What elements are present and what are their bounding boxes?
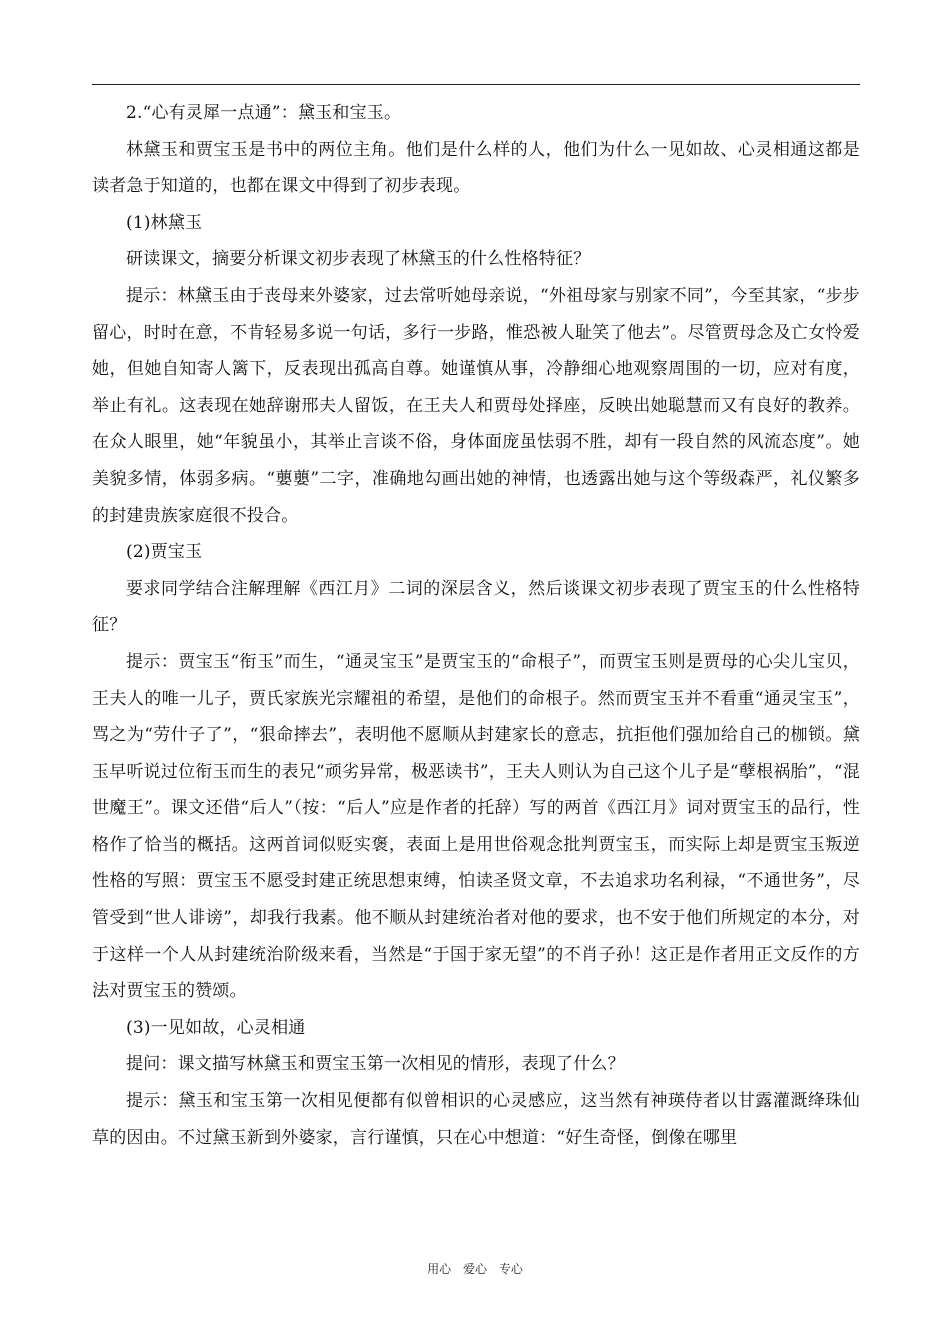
subheading-first-meeting: (3)一见如故，心灵相通 (126, 1017, 306, 1038)
document-body (92, 95, 860, 1156)
hint-jia-baoyu: 提示：贾宝玉“衔玉”而生，“通灵宝玉”是贾宝玉的“命根子”，而贾宝玉则是贾母的心尖儿宝贝，王夫人的唯一儿子，贾氏家族光宗耀祖的希望，是他们的命根子。然而贾宝玉并不看重“通灵宝玉”，骂之为“劳什子了”，“狠命摔去”，表明他不愿顺从封建家长的意志，抗拒他们强加给自己的枷锁。黛玉早听说过位衔玉而生的表兄“顽劣异常，极恶读书”，王夫人则认为自己这个儿子是“孽根祸胎”，“混世魔王”。课文还借“后人”（按：“后人”应是作者的托辞）写的两首《西江月》词对贾宝玉的品行，性格作了恰当的概括。这两首词似贬实褒，表面上是用世俗观念批判贾宝玉，而实际上却是贾宝玉叛逆性格的写照：贾宝玉不愿受封建正统思想束缚，怕读圣贤文章，不去追求功名利禄，“不通世务”，尽管受到“世人诽谤”，却我行我素。他不顺从封建统治者对他的要求，也不安于他们所规定的本分，对于这样一个人从封建统治阶级来看，当然是“于国于家无望”的不肖子孙！这正是作者用正文反作的方法对贾宝玉的赞颂。 (92, 651, 860, 1002)
footer-item: 用心 (427, 1262, 452, 1276)
hint-first-meeting: 提示：黛玉和宝玉第一次相见便都有似曾相识的心灵感应，这当然有神瑛侍者以甘露灌溉绛珠仙草的因由。不过黛玉新到外婆家，言行谨慎，只在心中想道：“好生奇怪，倒像在哪里 (92, 1091, 860, 1148)
question-jia-baoyu: 要求同学结合注解理解《西江月》二词的深层含义，然后谈课文初步表现了贾宝玉的什么性格特征？ (92, 578, 860, 636)
question-lin-daiyu: 研读课文，摘要分析课文初步表现了林黛玉的什么性格特征？ (126, 249, 591, 270)
footer-item: 爱心 (462, 1262, 487, 1276)
page-footer (0, 1260, 950, 1277)
subheading-lin-daiyu: (1)林黛玉 (126, 212, 203, 233)
hint-lin-daiyu: 提示：林黛玉由于丧母来外婆家，过去常听她母亲说，“外祖母家与别家不同”，今至其家，“步步留心，时时在意，不肯轻易多说一句话，多行一步路，惟恐被人耻笑了他去”。尽管贾母念及亡女怜爱她，但她自知寄人篱下，反表现出孤高自尊。她谨慎从事，冷静细心地观察周围的一切，应对有度，举止有礼。这表现在她辞谢邢夫人留饭，在王夫人和贾母处择座，反映出她聪慧而又有良好的教养。在众人眼里，她“年貌虽小，其举止言谈不俗，身体面庞虽怯弱不胜，却有一段自然的风流态度”。她美貌多情，体弱多病。“蘡蘡”二字，准确地勾画出她的神情，也透露出她与这个等级森严，礼仪繁多的封建贵族家庭很不投合。 (92, 285, 860, 526)
header-rule (92, 84, 860, 85)
section-heading-2: 2.“心有灵犀一点通”：黛玉和宝玉。 (126, 103, 402, 123)
intro-paragraph: 林黛玉和贾宝玉是书中的两位主角。他们是什么样的人，他们为什么一见如故、心灵相通这都是读者急于知道的，也都在课文中得到了初步表现。 (92, 139, 860, 197)
subheading-jia-baoyu: (2)贾宝玉 (126, 542, 203, 563)
question-first-meeting: 提问：课文描写林黛玉和贾宝玉第一次相见的情形，表现了什么？ (126, 1054, 625, 1075)
footer-item: 专心 (498, 1262, 523, 1276)
